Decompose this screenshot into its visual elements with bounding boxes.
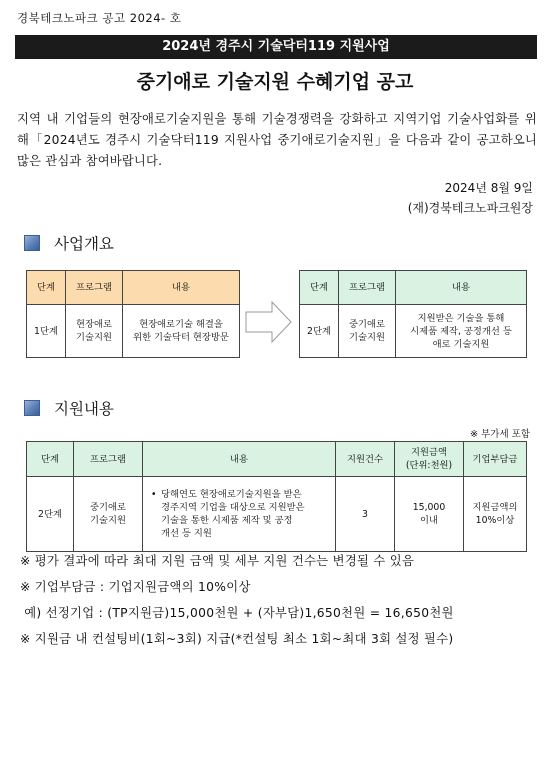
stage2-content-line: 시제품 제작, 공정개선 등 <box>410 325 512 337</box>
note-consulting: ※ 지원금 내 컨설팅비(1회~3회) 지급(*컨설팅 최소 1회~최대 3회 설정 필수) <box>20 632 454 646</box>
stage1-stage: 1단계 <box>27 305 66 358</box>
support-burden-line: 10%이상 <box>475 515 515 526</box>
support-amount-line: 이내 <box>420 515 438 526</box>
intro-paragraph: 지역 내 기업들의 현장애로기술지원을 통해 기술경쟁력을 강화하고 지역기업 기술사업화를 위해「2024년도 경주시 기술닥터119 지원사업 중기애로기술지원」을 다음과 같이 공고하오니 많은 관심과 참여바랍니다. <box>17 112 537 168</box>
program-banner: 2024년 경주시 기술닥터119 지원사업 <box>15 35 537 59</box>
overview-heading-text: 사업개요 <box>54 235 114 253</box>
page-title: 중기애로 기술지원 수혜기업 공고 <box>136 71 414 93</box>
support-header-program: 프로그램 <box>74 442 143 477</box>
support-content-line: 기술을 통한 시제품 제작 및 공정 <box>161 515 293 526</box>
support-count: 3 <box>336 477 395 552</box>
support-burden <box>464 477 527 552</box>
support-header-burden: 기업부담금 <box>464 442 527 477</box>
arrow-right-icon <box>244 299 294 345</box>
support-amount <box>395 477 464 552</box>
section-bullet-icon <box>24 235 40 251</box>
stage2-program-line: 중기애로 <box>349 319 385 330</box>
stage2-table <box>299 270 527 358</box>
support-content-line: 개선 등 지원 <box>161 528 212 539</box>
stage1-header-stage: 단계 <box>27 271 66 305</box>
support-content <box>143 477 336 552</box>
support-program-line: 중기애로 <box>90 502 126 513</box>
support-table <box>26 441 527 552</box>
support-header-stage: 단계 <box>27 442 74 477</box>
stage2-header-content: 내용 <box>396 271 527 305</box>
stage2-content <box>396 305 527 358</box>
note-example: 예) 선정기업 : (TP지원금)15,000천원 + (자부담)1,650천원 = 16,650천원 <box>20 606 454 620</box>
support-amount-line: 15,000 <box>412 502 446 513</box>
stage2-program <box>339 305 396 358</box>
stage1-header-program: 프로그램 <box>66 271 123 305</box>
stage1-header-content: 내용 <box>123 271 240 305</box>
bullet-icon: • <box>151 489 157 500</box>
overview-heading <box>24 232 114 254</box>
support-stage: 2단계 <box>27 477 74 552</box>
stage2-content-line: 애로 기술지원 <box>432 338 490 350</box>
stage1-program-line: 현장애로 <box>76 319 112 330</box>
support-heading-text: 지원내용 <box>54 400 114 418</box>
support-program <box>74 477 143 552</box>
support-content-line: 당해연도 현장애로기술지원을 받은 <box>161 489 302 500</box>
stage1-content-line: 위한 기술닥터 현장방문 <box>133 332 229 343</box>
vat-note: ※ 부가세 포함 <box>470 429 530 440</box>
stage2-program-line: 기술지원 <box>349 332 385 343</box>
stage1-table <box>26 270 240 358</box>
stage1-content-line: 현장애로기술 해결을 <box>139 319 223 330</box>
issuer-name: (재)경북테크노파크원장 <box>407 201 533 215</box>
note-company-burden: ※ 기업부담금 : 기업지원금액의 10%이상 <box>20 580 251 594</box>
note-evaluation: ※ 평가 결과에 따라 최대 지원 금액 및 세부 지원 건수는 변경될 수 있음 <box>20 554 415 568</box>
section-bullet-icon <box>24 400 40 416</box>
support-header-amount-line: 지원금액 <box>411 447 447 458</box>
notice-number: 경북테크노파크 공고 2024- 호 <box>17 11 182 25</box>
support-header-amount-line: (단위:천원) <box>405 460 453 471</box>
stage2-content-line: 지원받은 기술을 통해 <box>417 312 505 324</box>
support-content-line: 경주지역 기업을 대상으로 지원받은 <box>161 502 305 513</box>
support-heading <box>24 397 114 419</box>
stage1-content <box>123 305 240 358</box>
stage2-header-program: 프로그램 <box>339 271 396 305</box>
support-burden-line: 지원금액의 <box>472 502 518 513</box>
stage1-program-line: 기술지원 <box>76 332 112 343</box>
support-program-line: 기술지원 <box>90 515 126 526</box>
support-header-content: 내용 <box>143 442 336 477</box>
notice-date: 2024년 8월 9일 <box>444 181 533 195</box>
stage1-program <box>66 305 123 358</box>
support-header-count: 지원건수 <box>336 442 395 477</box>
stage2-stage: 2단계 <box>300 305 339 358</box>
stage2-header-stage: 단계 <box>300 271 339 305</box>
support-header-amount <box>395 442 464 477</box>
